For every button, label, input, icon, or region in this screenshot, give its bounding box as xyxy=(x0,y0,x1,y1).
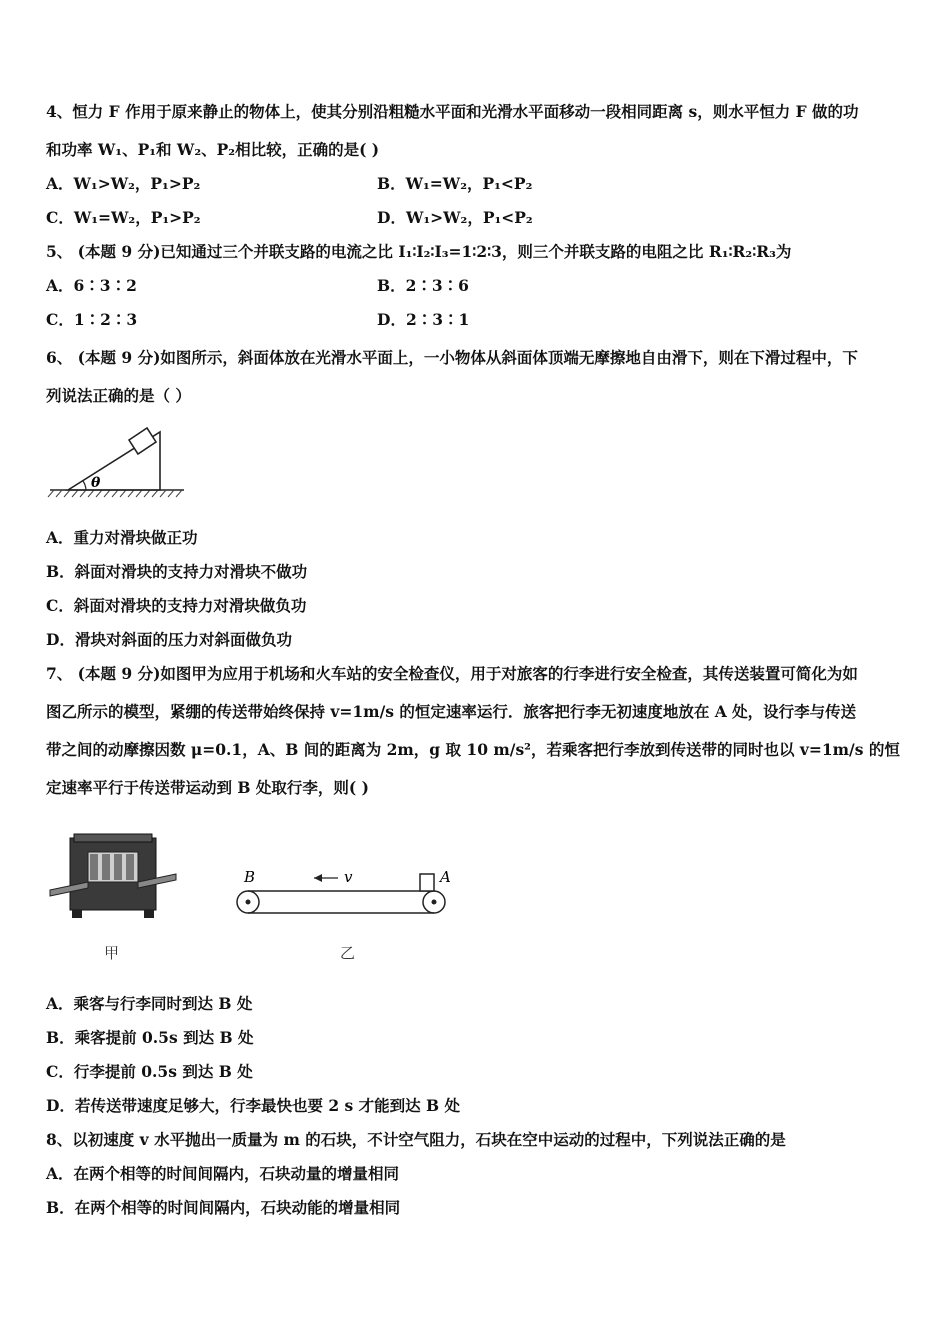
q7-option-d: D．若传送带速度足够大，行李最快也要 2 s 才能到达 B 处 xyxy=(46,1096,461,1115)
q6-stem-line2: 列说法正确的是（ ） xyxy=(46,386,191,405)
theta-label: θ xyxy=(91,475,101,491)
q4-option-c: C．W₁=W₂，P₁>P₂ xyxy=(46,208,201,227)
q7-stem-line3: 带之间的动摩擦因数 μ=0.1，A、B 间的距离为 2m，g 取 10 m/s²，若乘客把行李放到传送带的同时也以 v=1m/s 的恒 xyxy=(46,740,900,759)
q6-option-a: A．重力对滑块做正功 xyxy=(46,528,198,547)
point-a-label: A xyxy=(440,868,451,886)
conveyor-belt-figure xyxy=(230,860,460,922)
q5-stem: 5、 (本题 9 分)已知通过三个并联支路的电流之比 I₁∶I₂∶I₃=1∶2∶3，则三个并联支路的电阻之比 R₁∶R₂∶R₃为 xyxy=(46,242,792,261)
q7-stem-line1: 7、 (本题 9 分)如图甲为应用于机场和火车站的安全检查仪，用于对旅客的行李进行安全检查，其传送装置可简化为如 xyxy=(46,664,858,683)
q8-stem: 8、以初速度 v 水平抛出一质量为 m 的石块，不计空气阻力，石块在空中运动的过程中，下列说法正确的是 xyxy=(46,1130,786,1149)
q5-option-b: B．2∶3∶6 xyxy=(377,276,469,295)
q4-option-b: B．W₁=W₂，P₁<P₂ xyxy=(377,174,533,193)
q7-option-b: B．乘客提前 0.5s 到达 B 处 xyxy=(46,1028,254,1047)
q4-stem-line1: 4、恒力 F 作用于原来静止的物体上，使其分别沿粗糙水平面和光滑水平面移动一段相同距离 s，则水平恒力 F 做的功 xyxy=(46,102,859,121)
q5-option-d: D．2∶3∶1 xyxy=(377,310,470,329)
q5-option-c: C．1∶2∶3 xyxy=(46,310,138,329)
q8-option-b: B．在两个相等的时间间隔内，石块动能的增量相同 xyxy=(46,1198,401,1217)
q8-option-a: A．在两个相等的时间间隔内，石块动量的增量相同 xyxy=(46,1164,400,1183)
security-scanner-figure xyxy=(48,830,178,922)
q7-stem-line4: 定速率平行于传送带运动到 B 处取行李，则( ) xyxy=(46,778,369,797)
q5-option-a: A．6∶3∶2 xyxy=(46,276,137,295)
q6-option-b: B．斜面对滑块的支持力对滑块不做功 xyxy=(46,562,308,581)
figure-yi-caption: 乙 xyxy=(340,944,356,962)
q7-option-c: C．行李提前 0.5s 到达 B 处 xyxy=(46,1062,253,1081)
q6-stem-line1: 6、 (本题 9 分)如图所示，斜面体放在光滑水平面上，一小物体从斜面体顶端无摩擦地自由滑下，则在下滑过程中，下 xyxy=(46,348,858,367)
q6-option-c: C．斜面对滑块的支持力对滑块做负功 xyxy=(46,596,307,615)
incline-figure xyxy=(46,418,191,500)
figure-jia-caption: 甲 xyxy=(104,944,120,962)
q4-stem-line2: 和功率 W₁、P₁和 W₂、P₂相比较，正确的是( ) xyxy=(46,140,380,159)
q4-option-d: D．W₁>W₂，P₁<P₂ xyxy=(377,208,533,227)
q7-option-a: A．乘客与行李同时到达 B 处 xyxy=(46,994,253,1013)
q7-stem-line2: 图乙所示的模型，紧绷的传送带始终保持 v=1m/s 的恒定速率运行．旅客把行李无初速度地放在 A 处，设行李与传送 xyxy=(46,702,857,721)
velocity-label: v xyxy=(344,868,353,886)
q4-option-a: A．W₁>W₂，P₁>P₂ xyxy=(46,174,201,193)
q6-option-d: D．滑块对斜面的压力对斜面做负功 xyxy=(46,630,292,649)
point-b-label: B xyxy=(244,868,256,886)
